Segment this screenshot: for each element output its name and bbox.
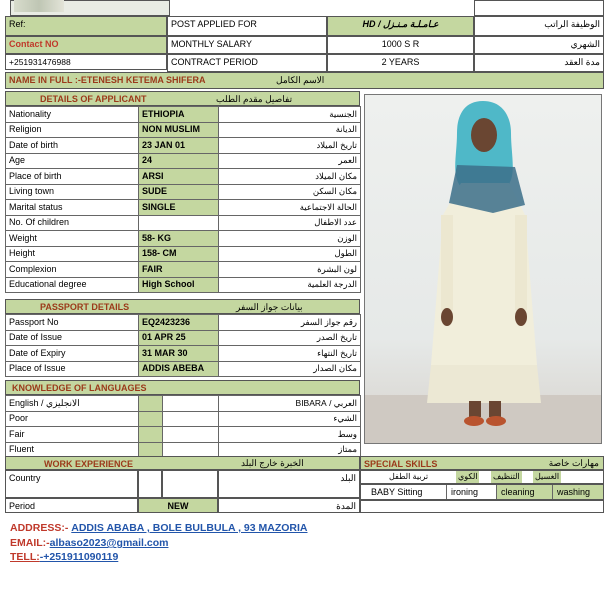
row-value: ADDIS ABEBA xyxy=(139,361,219,377)
row-value: SUDE xyxy=(139,184,219,200)
skill-ar-ironing: الكوي xyxy=(458,472,478,481)
right-sleeve xyxy=(515,215,527,310)
language-label: Poor xyxy=(6,411,139,427)
skills-ar-row xyxy=(360,470,604,484)
table-row xyxy=(6,215,361,231)
post-applied-ar: الوظيفة الراتب xyxy=(474,16,604,36)
tel-value[interactable]: -+251911090119 xyxy=(39,551,119,563)
table-row xyxy=(6,315,361,331)
language-label: English / الانجليزي xyxy=(6,396,139,412)
tel-line xyxy=(10,551,118,563)
table-row xyxy=(6,346,361,362)
row-value: 01 APR 25 xyxy=(139,330,219,346)
address-value[interactable]: ADDIS ABABA , BOLE BULBULA , 93 MAZORIA xyxy=(71,522,308,534)
row-label-ar: تاريخ الميلاد xyxy=(219,138,361,154)
row-label-ar: العمر xyxy=(219,153,361,169)
full-name: NAME IN FULL :-ETENESH KETEMA SHIFERA xyxy=(9,75,206,85)
table-row xyxy=(6,122,361,138)
table-row xyxy=(6,231,361,247)
row-value: EQ2423236 xyxy=(139,315,219,331)
work-title-ar: الخبرة خارج البلد xyxy=(241,458,304,468)
passport-title-ar: بيانات جواز السفر xyxy=(236,302,303,312)
row-value: NON MUSLIM xyxy=(139,122,219,138)
skill-washing: washing xyxy=(553,485,604,500)
row-label-ar: الطول xyxy=(219,246,361,262)
work-country-ar: البلد xyxy=(218,470,360,498)
work-country-mid-b xyxy=(162,470,218,498)
row-label: Living town xyxy=(6,184,139,200)
row-label: Place of birth xyxy=(6,169,139,185)
work-header xyxy=(5,456,360,470)
work-country-mid-a xyxy=(138,470,162,498)
work-period-ar: المدة xyxy=(218,498,360,513)
row-label-ar: الوزن xyxy=(219,231,361,247)
skill-ar-cleaning: التنظيف xyxy=(493,472,520,481)
table-row xyxy=(6,107,361,123)
table-row xyxy=(6,330,361,346)
row-label-ar: الحالة الاجتماعية xyxy=(219,200,361,216)
language-label-ar: العربي / BIBARA xyxy=(219,396,361,412)
address-line xyxy=(10,522,308,534)
row-value: 158- CM xyxy=(139,246,219,262)
row-label-ar: الجنسية xyxy=(219,107,361,123)
row-label-ar: تاريخ النتهاء xyxy=(219,346,361,362)
language-label: Fair xyxy=(6,427,139,443)
skill-cleaning: cleaning xyxy=(497,485,553,500)
row-label: Date of Expiry xyxy=(6,346,139,362)
left-hand xyxy=(441,308,453,326)
language-label-ar: ممتاز xyxy=(219,442,361,458)
top-right-box xyxy=(474,0,604,16)
row-value: ARSI xyxy=(139,169,219,185)
ref-label: Ref: xyxy=(5,16,167,36)
left-leg xyxy=(469,401,481,417)
monthly-salary-label: MONTHLY SALARY xyxy=(167,36,327,54)
table-row xyxy=(6,411,361,427)
language-label: Fluent xyxy=(6,442,139,458)
table-row xyxy=(6,277,361,293)
row-value: 31 MAR 30 xyxy=(139,346,219,362)
row-value xyxy=(139,215,219,231)
address-label: ADDRESS:- xyxy=(10,522,69,534)
row-label-ar: مكان الميلاد xyxy=(219,169,361,185)
skill-ar-washing: الغسيل xyxy=(535,472,560,481)
skills-empty xyxy=(360,500,604,513)
details-title-ar: تفاصيل مقدم الطلب xyxy=(216,94,293,104)
name-row xyxy=(5,72,604,89)
email-label: EMAIL:- xyxy=(10,537,50,549)
contract-period-label: CONTRACT PERIOD xyxy=(167,54,327,72)
row-value: 58- KG xyxy=(139,231,219,247)
details-title: DETAILS OF APPLICANT xyxy=(40,94,147,104)
language-check-b xyxy=(163,411,219,427)
row-label: Date of Issue xyxy=(6,330,139,346)
row-label: Height xyxy=(6,246,139,262)
table-row xyxy=(6,138,361,154)
language-check-b xyxy=(163,396,219,412)
language-label-ar: وسط xyxy=(219,427,361,443)
passport-table xyxy=(5,314,361,377)
table-row xyxy=(6,427,361,443)
face xyxy=(471,118,497,152)
right-leg xyxy=(489,401,501,417)
language-check-a xyxy=(139,396,163,412)
row-label: Date of birth xyxy=(6,138,139,154)
row-label: Weight xyxy=(6,231,139,247)
skills-header xyxy=(360,456,604,470)
row-value: 23 JAN 01 xyxy=(139,138,219,154)
row-label-ar: تاريخ الصدر xyxy=(219,330,361,346)
row-label: Marital status xyxy=(6,200,139,216)
contract-period-ar: مدة العقد xyxy=(474,54,604,72)
row-label: Age xyxy=(6,153,139,169)
skill-baby-sitting: BABY Sitting xyxy=(369,485,447,500)
table-row xyxy=(6,396,361,412)
table-row xyxy=(6,262,361,278)
details-header xyxy=(5,91,360,106)
row-label-ar: مكان السكن xyxy=(219,184,361,200)
row-value: ETHIOPIA xyxy=(139,107,219,123)
right-sandal xyxy=(486,416,506,426)
table-row xyxy=(6,153,361,169)
left-sandal xyxy=(464,416,484,426)
passport-title: PASSPORT DETAILS xyxy=(40,302,130,312)
post-applied-value: HD / عـامـلـة مـنـزل xyxy=(327,16,474,36)
contract-period-value: 2 YEARS xyxy=(327,54,474,72)
monthly-salary-value: 1000 S R xyxy=(327,36,474,54)
row-label: Complexion xyxy=(6,262,139,278)
work-country-label: Country xyxy=(5,470,138,498)
language-check-a xyxy=(139,411,163,427)
row-label: Religion xyxy=(6,122,139,138)
table-row xyxy=(6,361,361,377)
contact-value: +251931476988 xyxy=(5,54,167,70)
languages-table xyxy=(5,395,361,458)
contact-label: Contact NO xyxy=(5,36,167,54)
row-label-ar: الديانة xyxy=(219,122,361,138)
table-row xyxy=(6,184,361,200)
skills-row xyxy=(360,484,604,500)
row-label-ar: الدرجة العلمية xyxy=(219,277,361,293)
languages-header: KNOWLEDGE OF LANGUAGES xyxy=(5,380,360,395)
row-label-ar: مكان الصدار xyxy=(219,361,361,377)
language-label-ar: الشيء xyxy=(219,411,361,427)
row-value: FAIR xyxy=(139,262,219,278)
language-check-b xyxy=(163,427,219,443)
details-table xyxy=(5,106,361,293)
row-label-ar: رقم جواز السفر xyxy=(219,315,361,331)
skill-ar-baby: تربية الطفل xyxy=(389,472,429,481)
post-applied-label: POST APPLIED FOR xyxy=(167,16,327,36)
left-sleeve xyxy=(441,215,453,310)
row-value: SINGLE xyxy=(139,200,219,216)
row-value: High School xyxy=(139,277,219,293)
top-photo-fragment xyxy=(14,0,64,12)
table-row xyxy=(6,246,361,262)
work-period-value: NEW xyxy=(138,498,218,513)
full-name-ar: الاسم الكامل xyxy=(276,75,325,85)
row-label-ar: لون البشرة xyxy=(219,262,361,278)
skill-ironing: ironing xyxy=(447,485,497,500)
email-line xyxy=(10,537,168,549)
row-label: Educational degree xyxy=(6,277,139,293)
skills-title: SPECIAL SKILLS xyxy=(364,459,438,469)
person-figure xyxy=(365,95,602,444)
table-row xyxy=(6,169,361,185)
applicant-photo xyxy=(364,94,602,444)
row-value: 24 xyxy=(139,153,219,169)
row-label: Nationality xyxy=(6,107,139,123)
table-row xyxy=(6,200,361,216)
row-label: No. Of children xyxy=(6,215,139,231)
email-value[interactable]: albaso2023@gmail.com xyxy=(49,537,169,549)
skills-title-ar: مهارات خاصة xyxy=(548,458,599,468)
monthly-salary-ar: الشهري xyxy=(474,36,604,54)
tel-label: TELL: xyxy=(10,551,40,563)
row-label-ar: عدد الاطفال xyxy=(219,215,361,231)
row-label: Place of Issue xyxy=(6,361,139,377)
passport-header xyxy=(5,299,360,314)
language-check-a xyxy=(139,427,163,443)
dress-hem xyxy=(427,365,541,403)
right-hand xyxy=(515,308,527,326)
work-title: WORK EXPERIENCE xyxy=(44,459,134,469)
row-label: Passport No xyxy=(6,315,139,331)
work-period-label: Period xyxy=(5,498,138,513)
